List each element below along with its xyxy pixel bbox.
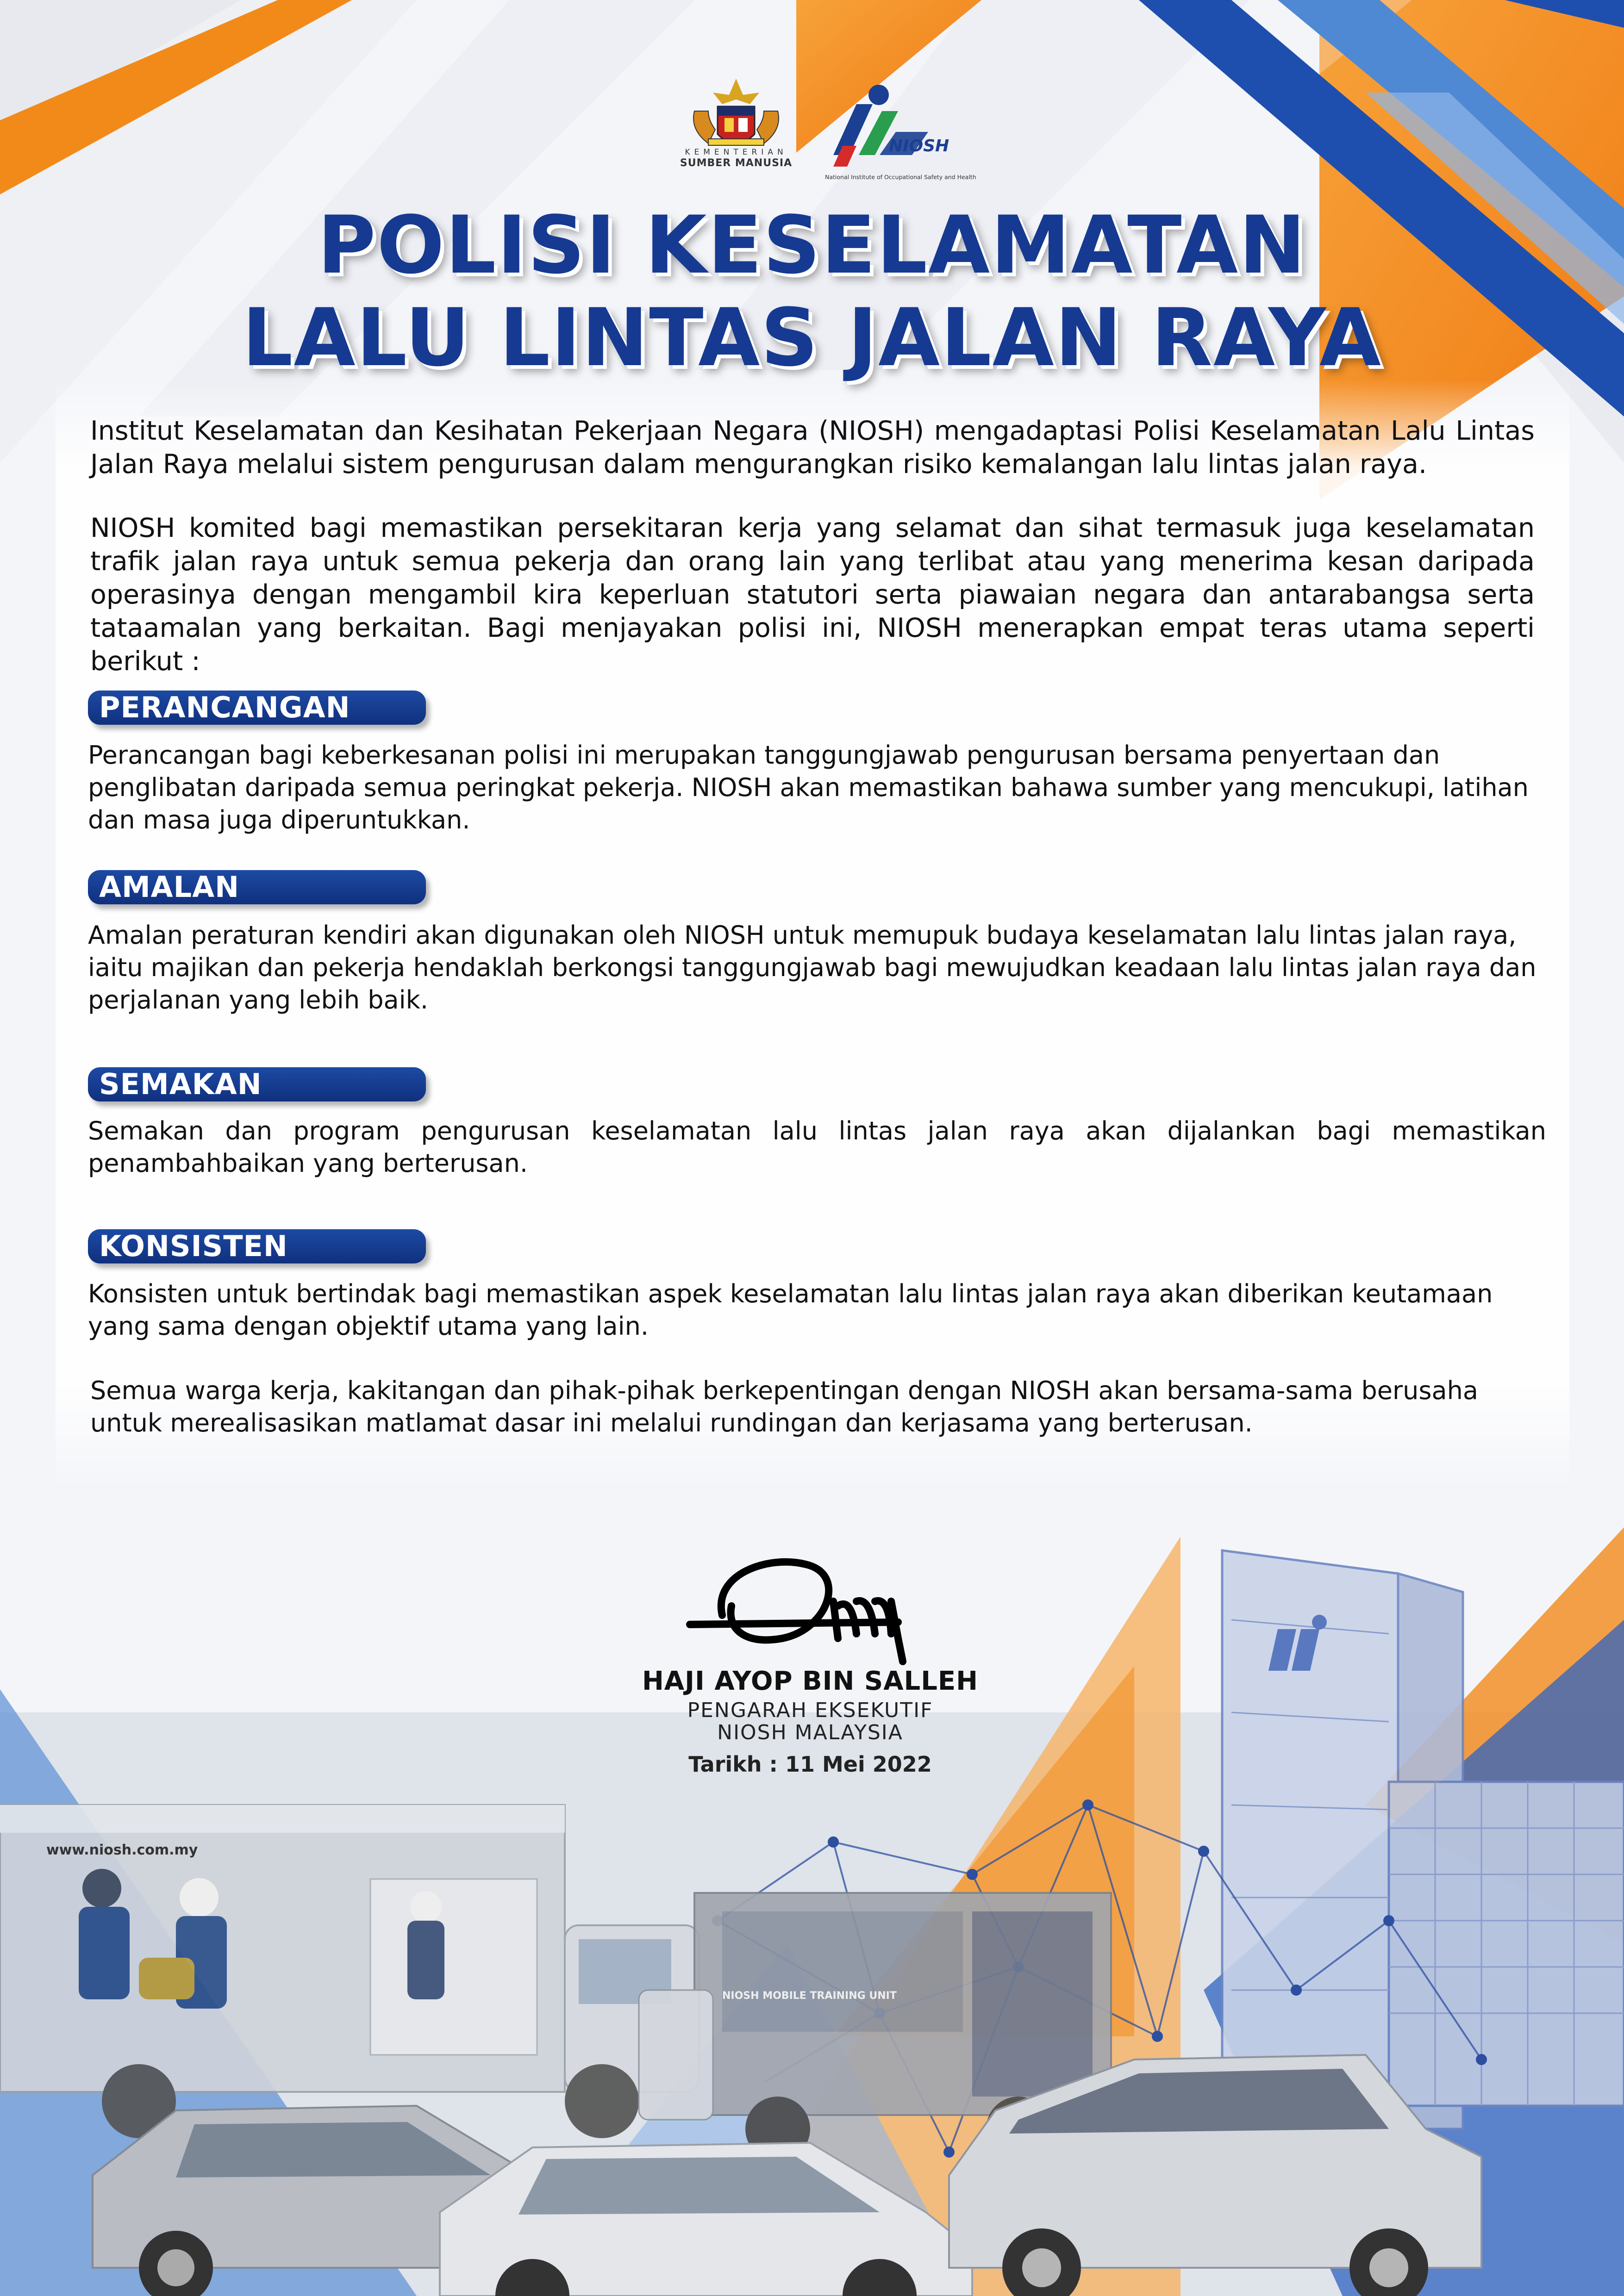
- section-heading-semakan: SEMAKAN: [88, 1067, 426, 1101]
- closing-statement: Semua warga kerja, kakitangan dan pihak-pihak berkepentingan dengan NIOSH akan bersama-sama berusaha untuk merealisasikan matlamat dasar ini melalui rundingan dan kerjasama yang berterusan.: [90, 1376, 1478, 1437]
- ministry-line1: KEMENTERIAN: [685, 148, 787, 157]
- intro-paragraph-1: Institut Keselamatan dan Kesihatan Pekerjaan Negara (NIOSH) mengadaptasi Polisi Keselamatan Lalu Lintas Jalan Raya melalui sistem pengurusan dalam mengurangkan risiko kemalangan lalu lintas jalan raya.: [90, 416, 1535, 479]
- section-heading-konsisten: KONSISTEN: [88, 1229, 426, 1263]
- page-title: [0, 199, 1624, 384]
- niosh-tagline: National Institute of Occupational Safety and Health: [825, 174, 976, 180]
- intro-paragraph-2: NIOSH komited bagi memastikan persekitaran kerja yang selamat dan sihat termasuk juga keselamatan trafik jalan raya untuk semua pekerja dan orang lain yang terlibat atau yang menerima kesan daripada operasinya dengan mengambil kira keperluan statutori serta piawaian negara dan antarabangsa serta tataamalan yang berkaitan. Bagi menjayakan polisi ini, NIOSH menerapkan empat teras utama seperti berikut :: [90, 513, 1535, 677]
- title-line-1: POLISI KESELAMATAN: [317, 199, 1307, 292]
- niosh-logo: [815, 76, 976, 183]
- signatory-date: Tarikh : 11 Mei 2022: [688, 1752, 932, 1777]
- section-body-semakan: Semakan dan program pengurusan keselamatan lalu lintas jalan raya akan dijalankan bagi memastikan penambahbaikan yang berterusan.: [88, 1116, 1546, 1178]
- truck-label: NIOSH MOBILE TRAINING UNIT: [722, 1990, 897, 2002]
- section-body-amalan: Amalan peraturan kendiri akan digunakan oleh NIOSH untuk memupuk budaya keselamatan lalu lintas jalan raya, iaitu majikan dan pekerja hendaklah berkongsi tanggungjawab bagi mewujudkan keadaan lalu lintas jalan raya dan perjalanan yang lebih baik.: [88, 921, 1537, 1014]
- section-body-konsisten: Konsisten untuk bertindak bagi memastikan aspek keselamatan lalu lintas jalan raya akan diberikan keutamaan yang sama dengan objektif utama yang lain.: [88, 1279, 1493, 1341]
- signatory-title-line-1: PENGARAH EKSEKUTIF: [687, 1699, 933, 1722]
- header-logos: [680, 74, 976, 185]
- section-body-perancangan: Perancangan bagi keberkesanan polisi ini merupakan tanggungjawab pengurusan bersama penyertaan dan penglibatan daripada semua peringkat pekerja. NIOSH akan memastikan bahawa sumber yang mencukupi, latihan dan masa juga diperuntukkan.: [88, 740, 1529, 834]
- ministry-name: [674, 148, 798, 169]
- section-heading-amalan: AMALAN: [88, 870, 426, 904]
- signatory-title: [556, 1699, 1065, 1744]
- section-heading-perancangan: PERANCANGAN: [88, 691, 426, 725]
- signature: [681, 1546, 968, 1666]
- niosh-wordmark: NIOSH: [889, 137, 949, 156]
- truck-url-text: www.niosh.com.my: [46, 1842, 198, 1858]
- ministry-line2: SUMBER MANUSIA: [680, 157, 793, 169]
- signatory-title-line-2: NIOSH MALAYSIA: [717, 1721, 903, 1744]
- title-line-2: LALU LINTAS JALAN RAYA: [242, 291, 1382, 384]
- signatory-name: HAJI AYOP BIN SALLEH: [642, 1666, 979, 1696]
